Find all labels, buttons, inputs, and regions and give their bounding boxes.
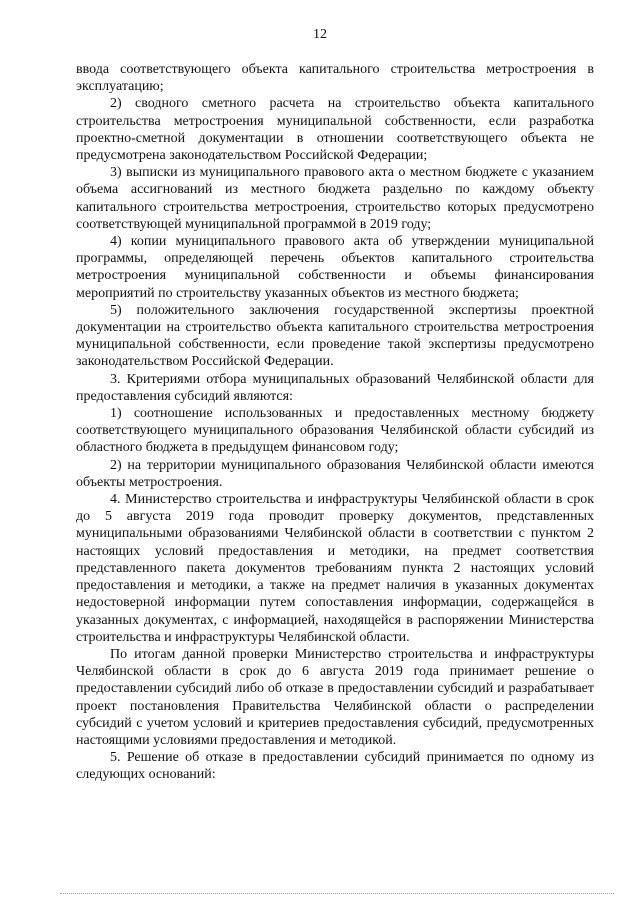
paragraph-item-2: 2) сводного сметного расчета на строительство объекта капитального строительства метростроения муниципальной собственности, если разработка проектно-сметной документации в отношении соответствующего объекта не предусмотрена законодательством Российской Федерации; (76, 96, 594, 164)
paragraph-section-5: 5. Решение об отказе в предоставлении субсидий принимается по одному из следующих оснований: (76, 750, 594, 783)
paragraph-review-results: По итогам данной проверки Министерство строительства и инфраструктуры Челябинской области в срок до 6 августа 2019 года принимает решение о предоставлении субсидий либо об отказе в предоставлении субсидий и разрабатывает проект постановления Правительства Челябинской области о распределении субсидий с учетом условий и критериев предоставления субсидий, предусмотренных настоящими условиями предоставления и методикой. (76, 646, 594, 748)
paragraph-item-3: 3) выписки из муниципального правового акта о местном бюджете с указанием объема ассигнований из местного бюджета раздельно по каждому объекту капитального строительства метростроения, строительство которых предусмотрено соответствующей муниципальной программой в 2019 году; (76, 165, 594, 232)
paragraph-criterion-2: 2) на территории муниципального образования Челябинской области имеются объекты метростроения. (76, 457, 594, 490)
paragraph-section-4: 4. Министерство строительства и инфраструктуры Челябинской области в срок до 5 августа 2019 года проводит проверку документов, представленных муниципальными образованиями Челябинской области в соответствии с пунктом 2 настоящих условий предоставления и методики, на предмет соответствия представленного пакета документов требованиям пункта 2 настоящих условий предоставления и методики, а также на предмет наличия в указанных документах недостоверной информации путем сопоставления информации, содержащейся в указанных документах, с информацией, находящейся в распоряжении Министерства строительства и инфраструктуры Челябинской области. (76, 492, 594, 645)
page-number: 12 (313, 27, 327, 42)
page-bottom-edge (60, 893, 614, 894)
paragraph-item-5: 5) положительного заключения государственной экспертизы проектной документации на строительство объекта капитального строительства метростроения муниципальной собственности, если проведение такой экспертизы предусмотрено законодательством Российской Федерации. (76, 302, 594, 370)
paragraph-item-4: 4) копии муниципального правового акта об утверждении муниципальной программы, определяющей перечень объектов капитального строительства метростроения муниципальной собственности и объемы финансирования мероприятий по строительству указанных объектов из местного бюджета; (76, 234, 594, 301)
paragraph-continuation: ввода соответствующего объекта капитального строительства метростроения в эксплуатацию; (76, 62, 594, 95)
paragraph-section-3: 3. Критериями отбора муниципальных образований Челябинской области для предоставления субсидий являются: (76, 371, 594, 404)
paragraph-criterion-1: 1) соотношение использованных и предоставленных местному бюджету соответствующего муниципального образования Челябинской области субсидий из областного бюджета в предыдущем финансовом году; (76, 406, 594, 456)
document-body (76, 61, 594, 784)
